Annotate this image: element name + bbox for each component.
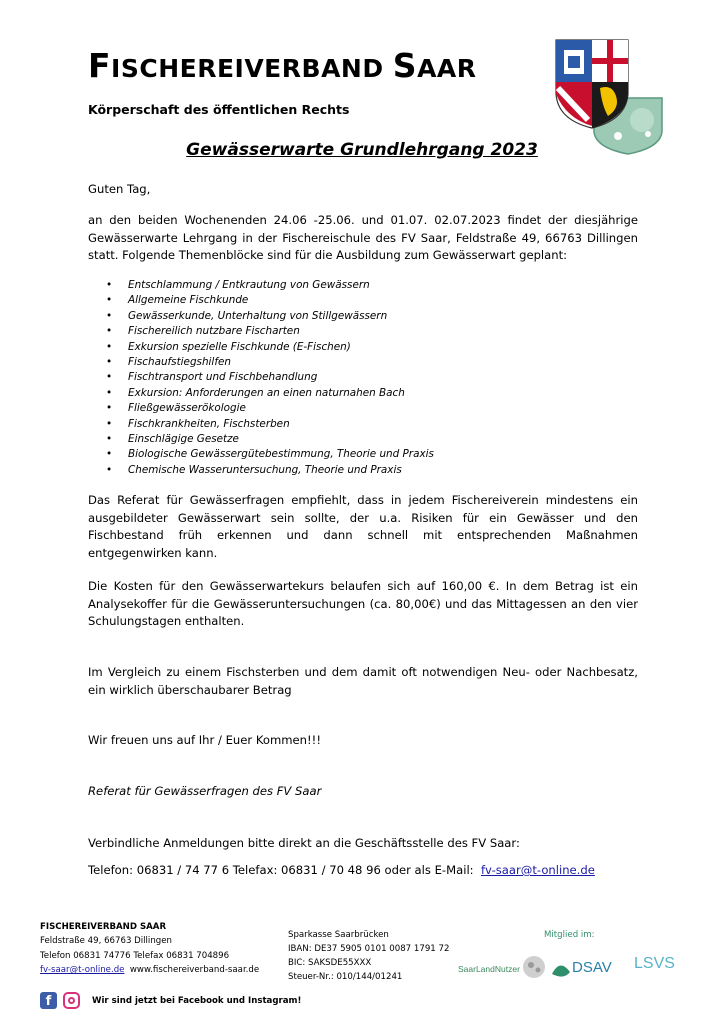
list-item: • Allgemeine Fischkunde (106, 293, 626, 308)
footer-address (40, 920, 259, 978)
footer-email-link[interactable]: fv-saar@t-online.de (40, 965, 125, 976)
contact-text: Telefon: 06831 / 74 77 6 Telefax: 06831 / 70 48 96 oder als E-Mail: (88, 863, 474, 877)
social-media-text: Wir sind jetzt bei Facebook und Instagram! (92, 995, 302, 1006)
list-item: • Exkursion spezielle Fischkunde (E-Fischen) (106, 340, 626, 355)
list-item: • Entschlammung / Entkrautung von Gewässern (106, 278, 626, 293)
footer-phone: Telefon 06831 74776 Telefax 06831 704896 (40, 950, 230, 961)
saarlandnutzer-logo (458, 952, 546, 982)
greeting: Guten Tag, (88, 182, 151, 196)
registration-note: Verbindliche Anmeldungen bitte direkt an die Geschäftsstelle des FV Saar: (88, 836, 520, 850)
list-item: • Einschlägige Gesetze (106, 432, 626, 447)
list-item: • Fischtransport und Fischbehandlung (106, 370, 626, 385)
comparison-paragraph: Im Vergleich zu einem Fischsterben und dem damit oft notwendigen Neu- oder Nachbesatz, ein wirklich überschaubarer Betrag (88, 665, 638, 697)
list-item: • Fischereilich nutzbare Fischarten (106, 324, 626, 339)
svg-text:DSAV: DSAV (572, 959, 612, 976)
footer-street: Feldstraße 49, 66763 Dillingen (40, 936, 172, 947)
topic-list (106, 278, 626, 478)
svg-text:SaarLandNutzer: SaarLandNutzer (458, 964, 520, 974)
document-title: Gewässerwarte Grundlehrgang 2023 (186, 140, 538, 160)
member-label: Mitglied im: (544, 930, 595, 940)
instagram-icon[interactable] (63, 992, 80, 1009)
organization-subtitle: Körperschaft des öffentlichen Rechts (88, 102, 350, 117)
list-item: • Chemische Wasseruntersuchung, Theorie und Praxis (106, 463, 626, 478)
recommendation-paragraph: Das Referat für Gewässerfragen empfiehlt, dass in jedem Fischereiverein mindestens ein ausgebildeter Gewässerwart sein sollte, der u.a. Risiken für ein Gewässer und den Fischbestand früh erkennen und dann schnell mit entsprechenden Maßnahmen entgegenwirken kann. (88, 493, 638, 560)
list-item: • Exkursion: Anforderungen an einen naturnahen Bach (106, 386, 626, 401)
dsav-logo (550, 952, 626, 982)
closing-paragraph: Wir freuen uns auf Ihr / Euer Kommen!!! (88, 733, 321, 747)
bank-name: Sparkasse Saarbrücken (288, 930, 389, 940)
list-item: • Gewässerkunde, Unterhaltung von Stillgewässern (106, 309, 626, 324)
svg-text:LSVS: LSVS (634, 955, 675, 972)
tax-number: Steuer-Nr.: 010/144/01241 (288, 972, 403, 982)
list-item: • Fließgewässerökologie (106, 401, 626, 416)
coat-of-arms-logo (552, 36, 664, 156)
footer-bank-details (288, 928, 449, 984)
footer-org-name: FISCHEREIVERBAND SAAR (40, 922, 167, 932)
list-item: • Fischkrankheiten, Fischsterben (106, 417, 626, 432)
footer-website[interactable]: www.fischereiverband-saar.de (129, 965, 260, 976)
signature: Referat für Gewässerfragen des FV Saar (88, 784, 322, 798)
cost-paragraph: Die Kosten für den Gewässerwartekurs belaufen sich auf 160,00 €. In dem Betrag ist ein Analysekoffer für die Gewässeruntersuchungen (ca. 80,00€) und das Mittagessen an den vier Schulungstagen enthalten. (88, 579, 638, 629)
bank-iban: IBAN: DE37 5905 0101 0087 1791 72 (288, 944, 450, 954)
organization-name: FISCHEREIVERBAND SAAR (88, 46, 477, 85)
intro-paragraph: an den beiden Wochenenden 24.06 -25.06. und 01.07. 02.07.2023 findet der diesjährige Gewässerwarte Lehrgang in der Fischereischule des FV Saar, Feldstraße 49, 66763 Dillingen statt. Folgende Themenblöcke sind für die Ausbildung zum Gewässerwart geplant: (88, 213, 638, 263)
list-item: • Biologische Gewässergütebestimmung, Theorie und Praxis (106, 447, 626, 462)
email-link[interactable]: fv-saar@t-online.de (480, 863, 595, 877)
lsvs-logo (632, 948, 692, 984)
contact-line (88, 862, 638, 880)
facebook-icon[interactable]: f (40, 992, 57, 1009)
social-media-row (40, 992, 301, 1009)
list-item: • Fischaufstiegshilfen (106, 355, 626, 370)
bank-bic: BIC: SAKSDE55XXX (288, 958, 372, 968)
